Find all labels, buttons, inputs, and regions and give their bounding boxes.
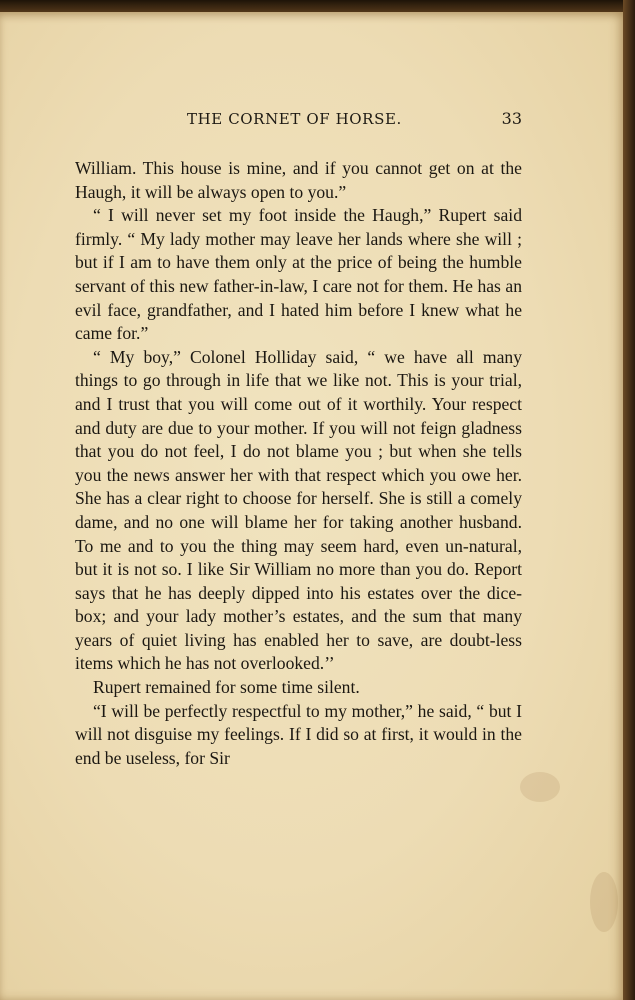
paragraph: William. This house is mine, and if you cannot get on at the Haugh, it will be always open to you.”	[75, 158, 522, 202]
paragraph: “ My boy,” Colonel Holliday said, “ we have all many things to go through in life that we like not. This is your trial, and I trust that you will come out of it worthily. Your respect and duty are due to your mother. If you will not feign gladness that you do not feel, I do not blame you ; but when she tells you the news answer her with that respect which you owe her. She has a clear right to choose for herself. She is still a comely dame, and no one will blame her for taking another husband. To me and to you the thing may seem hard, even un-natural, but it is not so. I like Sir William no more than you do. Report says that he has deeply dipped into his estates over the dice-box; and your lady mother’s estates, and the sum that many years of quiet living has enabled her to save, are doubt-less items which he has not overlooked.’’	[75, 346, 522, 674]
page-header	[75, 106, 522, 132]
page-number: 33	[501, 109, 522, 128]
body-text	[75, 157, 522, 770]
paper-stain	[520, 772, 560, 802]
paragraph: Rupert remained for some time silent.	[93, 677, 360, 698]
page-right-edge	[623, 0, 635, 1000]
paper-stain	[590, 872, 618, 932]
paragraph: “I will be perfectly respectful to my mother,” he said, “ but I will not disguise my feelings. If I did so at first, it would in the end be useless, for Sir	[75, 700, 522, 768]
paragraph: “ I will never set my foot inside the Haugh,” Rupert said firmly. “ My lady mother may leave her lands where she will ; but if I am to have them only at the price of being the humble servant of this new father-in-law, I care not for them. He has an evil face, grandfather, and I hated him before I knew what he came for.”	[75, 205, 522, 344]
running-title: THE CORNET OF HORSE.	[187, 110, 402, 128]
